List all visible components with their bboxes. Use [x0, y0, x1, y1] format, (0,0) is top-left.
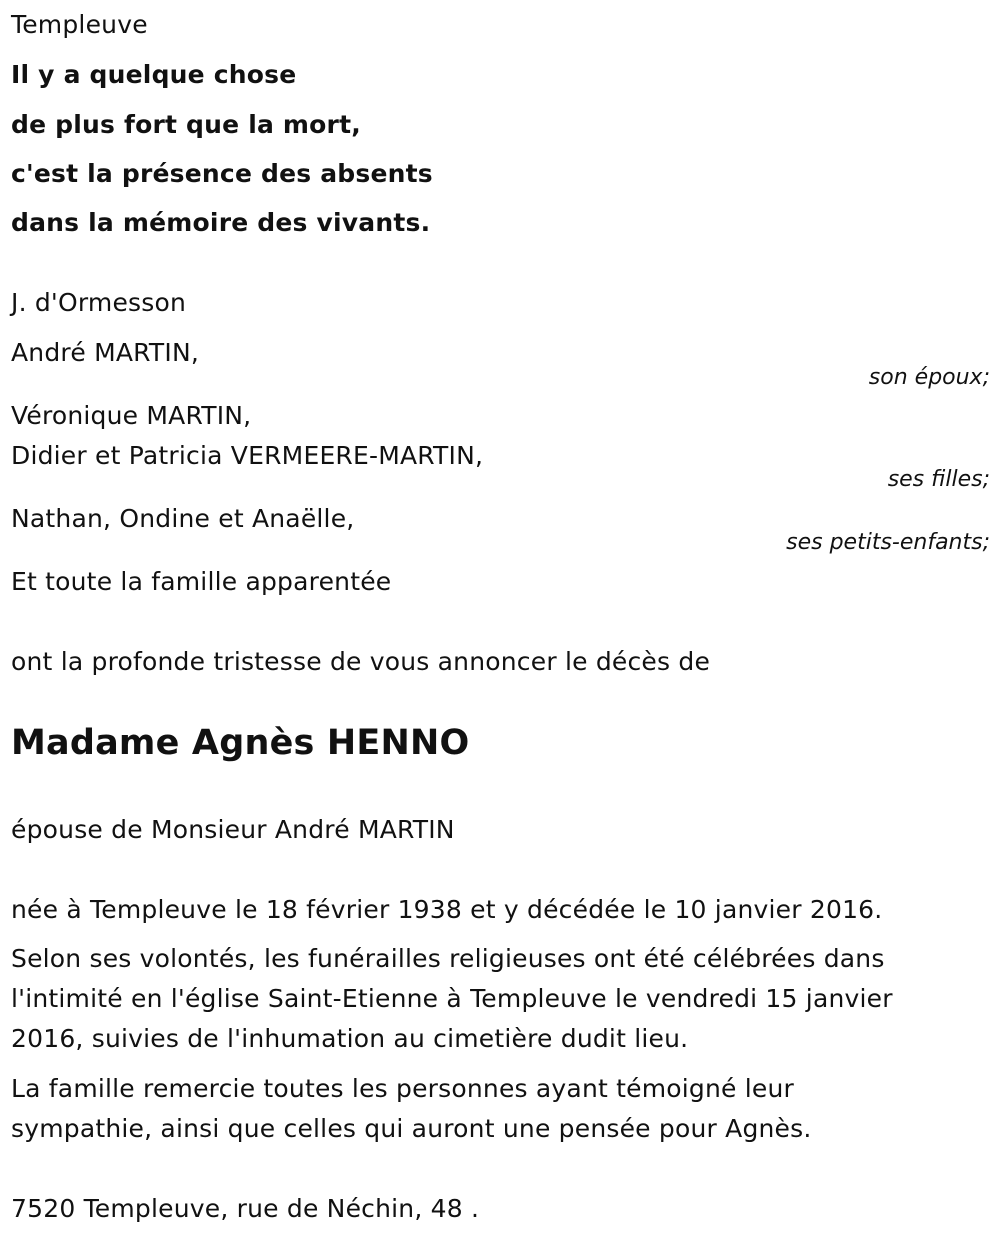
spouse-name: André MARTIN,	[11, 338, 199, 367]
grandchildren-role: ses petits-enfants;	[786, 530, 990, 555]
funeral-line-2: l'intimité en l'église Saint-Etienne à Templeuve le vendredi 15 janvier	[11, 984, 893, 1013]
daughters-role: ses filles;	[887, 467, 990, 492]
spouse-role: son époux;	[868, 365, 990, 390]
daughter-name-2: Didier et Patricia VERMEERE-MARTIN,	[11, 441, 484, 470]
daughter-name-1: Véronique MARTIN,	[11, 401, 252, 430]
thanks-line-1: La famille remercie toutes les personnes ayant témoigné leur	[11, 1074, 795, 1103]
quote-line-2: de plus fort que la mort,	[11, 110, 361, 139]
other-family: Et toute la famille apparentée	[11, 567, 392, 596]
funeral-line-3: 2016, suivies de l'inhumation au cimetière dudit lieu.	[11, 1024, 689, 1053]
birth-death-line: née à Templeuve le 18 février 1938 et y décédée le 10 janvier 2016.	[11, 895, 883, 924]
quote-line-3: c'est la présence des absents	[11, 159, 433, 188]
quote-author: J. d'Ormesson	[11, 288, 187, 317]
announcement-text: ont la profonde tristesse de vous annoncer le décès de	[11, 647, 711, 676]
town-header: Templeuve	[11, 10, 148, 39]
quote-line-1: Il y a quelque chose	[11, 60, 297, 89]
deceased-spouse-line: épouse de Monsieur André MARTIN	[11, 815, 455, 844]
quote-line-4: dans la mémoire des vivants.	[11, 208, 431, 237]
funeral-line-1: Selon ses volontés, les funérailles religieuses ont été célébrées dans	[11, 944, 885, 973]
deceased-name: Madame Agnès HENNO	[11, 723, 470, 763]
thanks-line-2: sympathie, ainsi que celles qui auront une pensée pour Agnès.	[11, 1114, 812, 1143]
address-line: 7520 Templeuve, rue de Néchin, 48 .	[11, 1194, 480, 1223]
grandchildren-names: Nathan, Ondine et Anaëlle,	[11, 504, 355, 533]
